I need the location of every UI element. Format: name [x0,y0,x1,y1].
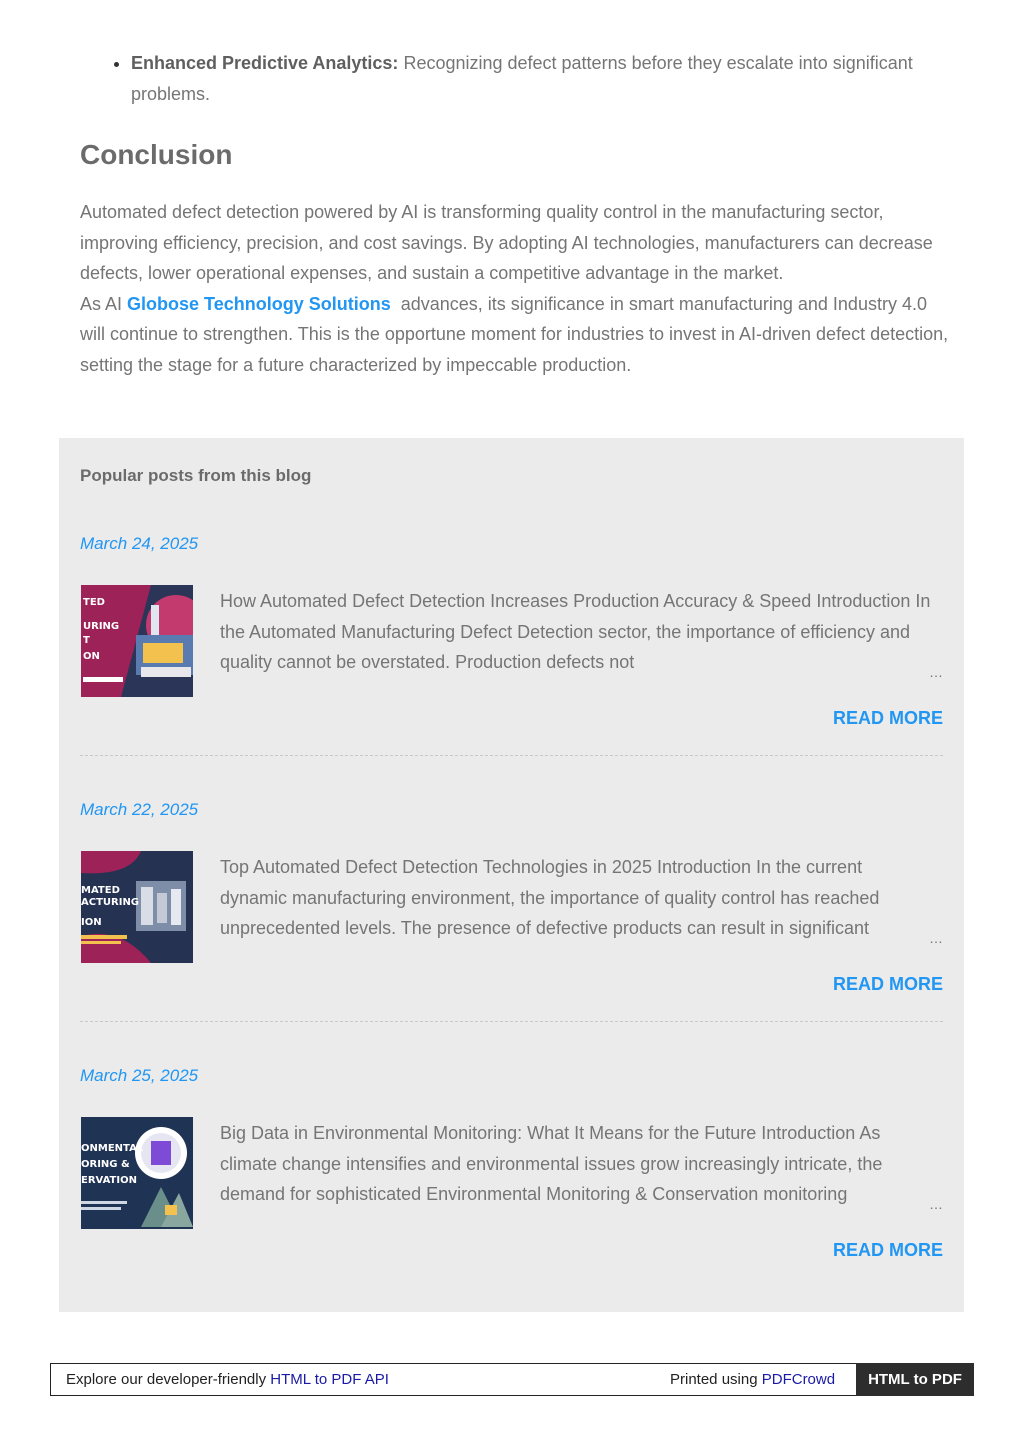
thumb-text: T [83,635,90,646]
post-thumbnail[interactable] [81,851,193,963]
conclusion-heading: Conclusion [80,139,233,170]
read-more-link[interactable]: READ MORE [832,708,943,728]
footer-left-text: Explore our developer-friendly [66,1371,271,1388]
post-date[interactable]: March 25, 2025 [80,1066,199,1085]
footer-right-text: Printed using [670,1371,762,1388]
globose-link[interactable]: Globose Technology Solutions [127,293,391,314]
thumb-text: ERVATION [81,1175,137,1186]
post-divider [80,755,943,756]
footer-right [670,1371,835,1388]
thumb-text: ON [83,651,100,662]
post-snippet: How Automated Defect Detection Increases Production Accuracy & Speed Introduction In the Automated Manufacturing Defect Detection sector, the importance of efficiency and quality cannot be overstated. Production defects not [220,591,931,673]
thumb-text: ONMENTAL [81,1143,144,1154]
thumb-text: ACTURING [81,897,140,908]
paragraph-2-after: advances, its significance in smart manufacturing and Industry 4.0 will continue to strengthen. This is the opportune moment for industries to invest in AI-driven defect detection, setting the stage for a future characterized by impeccable production. [80,293,954,375]
thumb-text: TED [83,597,105,608]
read-more-link[interactable]: READ MORE [832,974,943,994]
thumb-text: URING [83,621,120,632]
paragraph-1: Automated defect detection powered by AI is transforming quality control in the manufacturing sector, improving efficiency, precision, and cost savings. By adopting AI technologies, manufacturers can decrease defects, lower operational expenses, and sustain a competitive advantage in the market. [80,202,933,284]
bullet-text: Recognizing defect patterns before they escalate into significant problems. [131,53,913,104]
post-thumbnail[interactable] [81,1117,193,1229]
bullet-list [80,48,950,110]
thumb-text: ION [81,917,102,928]
thumb-text: MATED [81,885,120,896]
post-date[interactable]: March 24, 2025 [80,534,199,553]
html-to-pdf-api-link[interactable]: HTML to PDF API [270,1371,389,1388]
thumb-text: ORING & [81,1159,130,1170]
list-item [131,48,950,110]
post-snippet: Top Automated Defect Detection Technologies in 2025 Introduction In the current dynamic manufacturing environment, the importance of quality control has reached unprecedented levels. The presence of defective products can result in significant [220,857,880,939]
footer-left [66,1371,389,1388]
post-date[interactable]: March 22, 2025 [80,800,199,819]
paragraph-2-before: As AI [80,293,128,314]
popular-posts-section [59,438,964,1312]
ellipsis-icon: … [929,1196,943,1212]
bullet-label: Enhanced Predictive Analytics: [131,53,399,73]
ellipsis-icon: … [929,930,943,946]
read-more-link[interactable]: READ MORE [832,1240,943,1260]
post-thumbnail[interactable] [81,585,193,697]
post-snippet: Big Data in Environmental Monitoring: What It Means for the Future Introduction As climate change intensifies and environmental issues grow increasingly intricate, the demand for sophisticated Environmental Monitoring & Conservation monitoring [220,1123,883,1205]
conclusion-paragraph [80,197,954,381]
pdfcrowd-link[interactable]: PDFCrowd [761,1371,836,1388]
html-to-pdf-button[interactable]: HTML to PDF [856,1363,974,1396]
pdfcrowd-footer [50,1363,974,1396]
post-divider [80,1021,943,1022]
article-body [80,48,954,381]
popular-posts-title: Popular posts from this blog [80,466,312,485]
ellipsis-icon: … [929,664,943,680]
